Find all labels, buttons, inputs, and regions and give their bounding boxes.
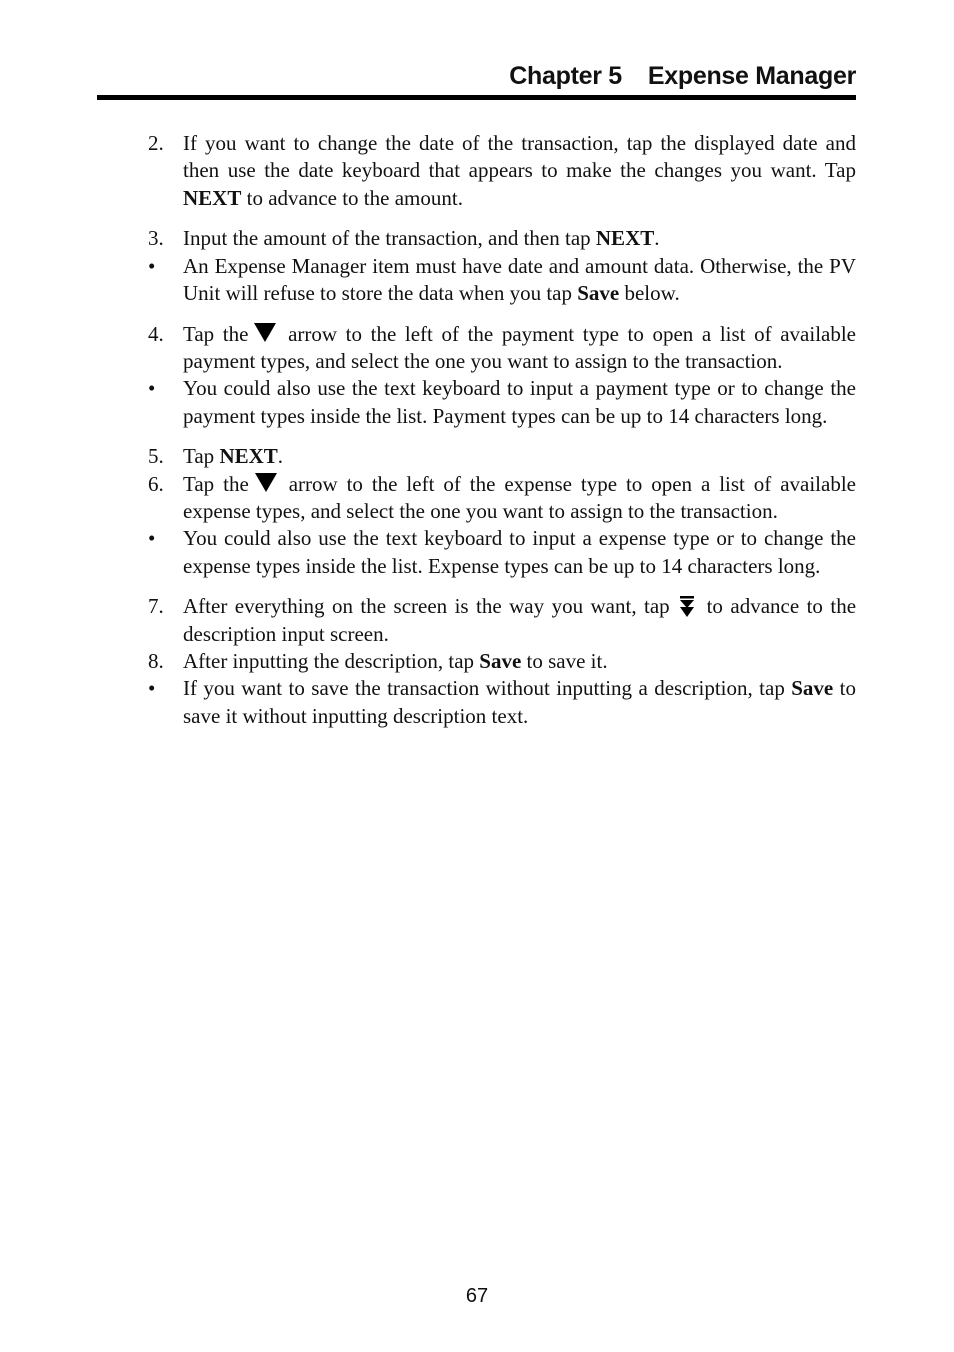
step-6: 6. Tap the arrow to the left of the expense type to open a list of available expense types, and select the one you want to assign to the transaction. xyxy=(148,471,856,524)
bullet: • xyxy=(148,676,156,701)
step-2: 2. If you want to change the date of the transaction, tap the displayed date and then use the date keyboard that appears to make the changes you want. Tap NEXT to advance to the amount. xyxy=(148,131,856,210)
step-number: 3. xyxy=(148,226,164,251)
note-6: • You could also use the text keyboard to input a expense type or to change the expense types inside the list. Expense types can be up to 14 characters long. xyxy=(148,526,856,578)
save-keyword: Save xyxy=(577,280,620,305)
step-number: 5. xyxy=(148,444,164,469)
page-number: 67 xyxy=(465,1285,489,1307)
save-keyword: Save xyxy=(479,649,522,674)
step-number: 6. xyxy=(148,471,164,496)
note-4: • You could also use the text keyboard to input a payment type or to change the payment types inside the list. Payment types can be up to 14 characters long. xyxy=(148,376,856,428)
chapter-title: Expense Manager xyxy=(647,62,856,90)
step-5: 5. Tap NEXT. xyxy=(148,443,856,470)
next-keyword: NEXT xyxy=(595,226,655,251)
next-keyword: NEXT xyxy=(219,444,278,469)
save-keyword: Save xyxy=(791,676,834,701)
step-3: 3. Input the amount of the transaction, and then tap NEXT. xyxy=(148,225,856,252)
step-number: 7. xyxy=(148,594,164,619)
bullet: • xyxy=(148,253,156,278)
step-number: 2. xyxy=(148,131,164,155)
step-7: 7. After everything on the screen is the way you want, tap to advance to the description input screen. xyxy=(148,594,857,646)
running-header xyxy=(97,58,856,94)
page-body xyxy=(148,130,856,730)
down-triangle-icon xyxy=(255,473,277,492)
chapter-label: Chapter 5 xyxy=(509,62,622,90)
step-4: 4. Tap the arrow to the left of the payment type to open a list of available payment types, and select the one you want to assign to the transaction. xyxy=(148,321,857,374)
next-keyword: NEXT xyxy=(183,185,242,210)
bullet: • xyxy=(148,526,156,551)
bullet: • xyxy=(148,376,156,401)
step-number: 4. xyxy=(148,321,164,346)
header-rule xyxy=(97,95,856,100)
step-8: 8. After inputting the description, tap Save to save it. xyxy=(148,648,856,675)
down-triangle-icon xyxy=(254,323,276,342)
note-8: • If you want to save the transaction without inputting a description, tap Save to save it without inputting description text. xyxy=(148,676,856,728)
note-3: • An Expense Manager item must have date and amount data. Otherwise, the PV Unit will refuse to store the data when you tap Save below. xyxy=(148,253,856,305)
step-number: 8. xyxy=(148,649,164,674)
double-down-arrow-icon xyxy=(679,596,695,618)
